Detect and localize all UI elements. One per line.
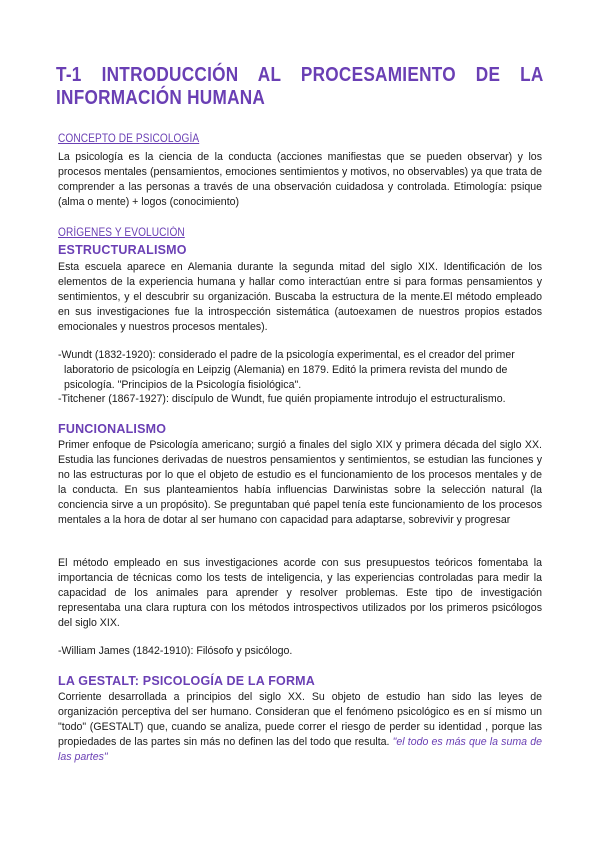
funcionalismo-paragraph-2: El método empleado en sus investigaciones acorde con sus presupuestos teóricos fomentaba la importancia de técnicas como los tests de inteligencia, y las experiencias controladas para medir la capacidad de los animales para aprender y resolver problemas. Este tipo de investigación representaba una clara ruptura con los métodos introspectivos utilizados por los primeros psicólogos del siglo XIX. — [58, 557, 542, 629]
author-wundt: -Wundt (1832-1920): considerado el padre de la psicología experimental, es el creador del primer laboratorio de psicología en Leipzig (Alemania) en 1879. Editó la primera revista del mundo de psicología. "Principios de la Psicología fisiológica". — [58, 349, 515, 391]
heading-funcionalismo: FUNCIONALISMO — [58, 422, 167, 436]
heading-gestalt: LA GESTALT: PSICOLOGÍA DE LA FORMA — [58, 674, 316, 688]
author-titchener: -Titchener (1867-1927): discípulo de Wundt, fue quién propiamente introdujo el estructuralismo. — [58, 393, 506, 405]
document-title: T-1 INTRODUCCIÓN AL PROCESAMIENTO DE LA INFORMACIÓN HUMANA — [56, 64, 544, 109]
heading-estructuralismo: ESTRUCTURALISMO — [58, 243, 187, 257]
funcionalismo-paragraph-1: Primer enfoque de Psicología americano; surgió a finales del siglo XIX y primera década del siglo XX. Estudia las funciones derivadas de nuestros pensamientos y sentimientos, se estudian las funciones y no las estructuras por lo que el objeto de estudio es el funcionamiento de los procesos mentales y de la conducta. En sus planteamientos había influencias Darwinistas sobre la selección natural (la conciencia sirve a un propósito). Se preguntaban qué papel tenía este funcionamiento de los procesos mentales a la hora de dotar al ser humano con capacidad para adaptarse, sobrevivir y progresar — [58, 439, 542, 526]
section-heading-concepto: CONCEPTO DE PSICOLOGÍA — [58, 133, 200, 145]
concepto-paragraph: La psicología es la ciencia de la conducta (acciones manifiestas que se pueden observar) y los procesos mentales (pensamientos, emociones sentimientos y motivos, no observables) ya que trata de comprender a las personas a través de una observación cuidadosa y controlada. Etimología: psique (alma o mente) + logos (conocimiento) — [58, 151, 542, 208]
author-william-james: -William James (1842-1910): Filósofo y psicólogo. — [58, 645, 293, 657]
section-heading-origenes: ORÍGENES Y EVOLUCIÓN — [58, 227, 185, 239]
gestalt-text: Corriente desarrollada a principios del siglo XX. Su objeto de estudio han sido las leyes de organización perceptiva del ser humano. Consideran que el fenómeno psicológico es en sí mismo un "todo" (GESTALT) que, cuando se analiza, puede correr el riesgo de perder su identidad , porque las propiedades de las partes sin más no definen las del todo que resulta. — [58, 691, 542, 748]
gestalt-quote: "el todo es más que la suma de las partes" — [58, 735, 542, 763]
gestalt-paragraph — [58, 690, 542, 765]
estructuralismo-paragraph: Esta escuela aparece en Alemania durante la segunda mitad del siglo XIX. Identificación de los elementos de la experiencia humana y hallar como interactúan entre si para formas pensamientos y sentimientos, y el descubrir su organización. Buscaba la estructura de la mente.El método empleado en sus investigaciones fue la introspección sistemática (autoexamen de nuestros propios estados emocionales y nuestros procesos mentales). — [58, 261, 542, 333]
